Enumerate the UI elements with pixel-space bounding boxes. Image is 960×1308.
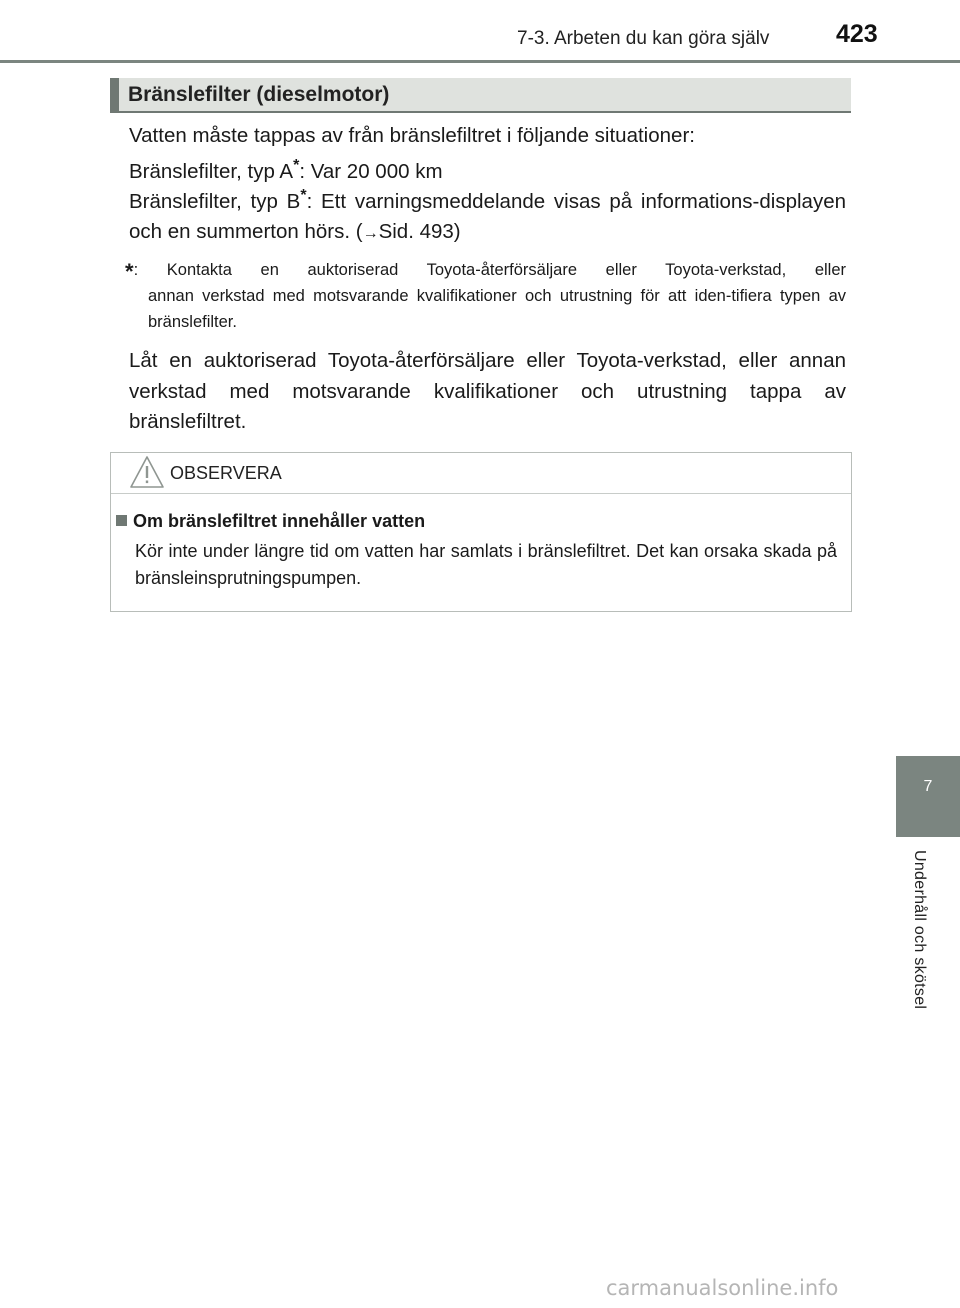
filter-b-paragraph <box>129 187 846 249</box>
filter-b-star: * <box>300 187 307 204</box>
filter-b-label: Bränslefilter, typ B <box>129 190 301 213</box>
filter-b-text: : Ett varningsmeddelande visas på informations-displayen och en summerton hörs. ( <box>129 190 847 243</box>
filter-a-label: Bränslefilter, typ A <box>129 160 294 183</box>
header-rule <box>0 60 960 63</box>
chapter-number: 7 <box>923 778 933 795</box>
arrow-icon: → <box>362 225 379 242</box>
instruction-paragraph: Låt en auktoriserad Toyota-återförsäljare eller Toyota-verkstad, eller annan verkstad med motsvarande kvalifikationer och utrustning tappa av bränslefiltret. <box>129 349 846 433</box>
footnote-star: * <box>125 259 134 284</box>
caution-box <box>110 452 852 612</box>
heading-title: Bränslefilter (dieselmotor) <box>128 83 390 106</box>
page-reference-link[interactable]: Sid. 493) <box>378 220 461 243</box>
square-bullet-icon <box>116 515 127 526</box>
page-number: 423 <box>836 20 878 48</box>
section-heading <box>110 78 851 113</box>
footnote-first-text: : Kontakta en auktoriserad Toyota-återförsäljare eller Toyota-verkstad, eller <box>133 261 846 279</box>
caution-header <box>111 453 851 494</box>
filter-a-text: : Var 20 000 km <box>299 160 443 183</box>
filter-a-line <box>129 157 846 187</box>
caution-item-title <box>116 511 425 532</box>
warning-triangle-icon <box>129 455 165 489</box>
page-header <box>0 0 960 64</box>
watermark: carmanualsonline.info <box>606 1276 839 1300</box>
chapter-tab <box>896 756 960 837</box>
caution-item-text: Kör inte under längre tid om vatten har samlats i bränslefiltret. Det kan orsaka skada på bränsleinsprutningspumpen. <box>135 541 837 588</box>
intro-paragraph: Vatten måste tappas av från bränslefiltret i följande situationer: <box>129 124 695 147</box>
filter-a-star: * <box>293 157 300 174</box>
caution-item-title-text: Om bränslefiltret innehåller vatten <box>133 511 426 531</box>
footnote-rest-text: annan verkstad med motsvarande kvalifikationer och utrustning för att iden-tifiera typen av bränslefilter. <box>148 287 846 331</box>
chapter-label: Underhåll och skötsel <box>911 850 928 1010</box>
footnote <box>125 255 846 335</box>
caution-label: OBSERVERA <box>170 463 282 483</box>
footnote-first-line <box>125 255 846 283</box>
heading-marker <box>110 78 119 111</box>
section-title: 7-3. Arbeten du kan göra själv <box>517 28 770 49</box>
